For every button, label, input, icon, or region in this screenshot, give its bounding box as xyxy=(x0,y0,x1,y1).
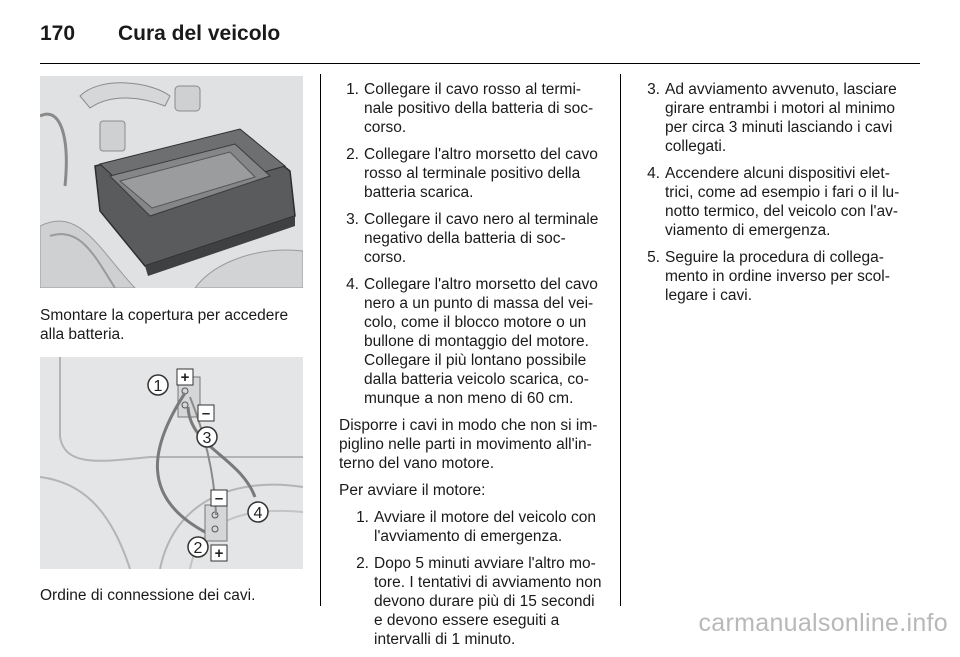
list-item: 3. Ad avviamento avvenuto, lasciare girare entrambi i motori al minimo per circa 3 minuti lasciando i cavi collegati. xyxy=(647,81,897,155)
column-right xyxy=(640,80,902,313)
callout-4: 4 xyxy=(253,505,263,522)
list-item: 2. Collegare l'altro morsetto del cavo rosso al terminale positivo della batteria scarica. xyxy=(346,146,598,201)
cable-order-diagram xyxy=(40,357,303,569)
list-item: 2. Dopo 5 minuti avviare l'altro mo-tore. I tentativi di avviamento non devono durare più di 15 secondi e devono essere eseguiti a intervalli di 1 minuto. xyxy=(356,555,602,648)
caption-cover: Smontare la copertura per accedere alla batteria. xyxy=(40,307,289,343)
connection-steps xyxy=(339,80,604,408)
column-left xyxy=(40,76,303,605)
cable-order-drawing xyxy=(40,357,303,569)
page-title: Cura del veicolo xyxy=(118,22,281,45)
list-item: 4. Accendere alcuni dispositivi elet-trici, come ad esempio i fari o il lu-notto termico, del veicolo con l'av-viamento di emergenza. xyxy=(647,165,900,239)
page-header xyxy=(40,14,280,54)
column-middle xyxy=(339,80,604,657)
battery-cover-illustration xyxy=(40,76,303,288)
callout-1: 1 xyxy=(153,378,163,395)
start-intro: Per avviare il motore: xyxy=(339,482,486,499)
minus-label-top: – xyxy=(201,405,211,422)
list-item: 5. Seguire la procedura di collega-mento in ordine inverso per scol-legare i cavi. xyxy=(647,249,890,304)
column-divider-2 xyxy=(620,74,621,606)
page-number: 170 xyxy=(40,22,76,45)
continued-steps xyxy=(640,80,902,305)
minus-label-bottom: – xyxy=(214,490,224,507)
plus-label-bottom: + xyxy=(214,545,224,562)
column-divider-1 xyxy=(320,74,321,606)
cable-routing-paragraph: Disporre i cavi in modo che non si im-piglino nelle parti in movimento all'in-terno del vano motore. xyxy=(339,417,598,472)
list-item: 3. Collegare il cavo nero al terminale negativo della batteria di soc-corso. xyxy=(346,211,599,266)
watermark: carmanualsonline.info xyxy=(698,609,948,637)
callout-2: 2 xyxy=(193,540,203,557)
list-item: 1. Avviare il motore del veicolo con l'avviamento di emergenza. xyxy=(356,509,596,545)
header-rule xyxy=(40,63,920,64)
callout-3: 3 xyxy=(202,430,212,447)
plus-label-top: + xyxy=(180,369,190,386)
caption-cables: Ordine di connessione dei cavi. xyxy=(40,587,256,604)
battery-cover-drawing xyxy=(40,76,303,288)
list-item: 4. Collegare l'altro morsetto del cavo nero a un punto di massa del vei-colo, come il blocco motore o un bullone di montaggio del motore. Collegare il più lontano possibile dalla batteria veicolo scarica, co-munque a non meno di 60 cm. xyxy=(346,276,598,407)
list-item: 1. Collegare il cavo rosso al termi-nale positivo della batteria di soc-corso. xyxy=(346,81,594,136)
start-steps xyxy=(339,508,604,649)
